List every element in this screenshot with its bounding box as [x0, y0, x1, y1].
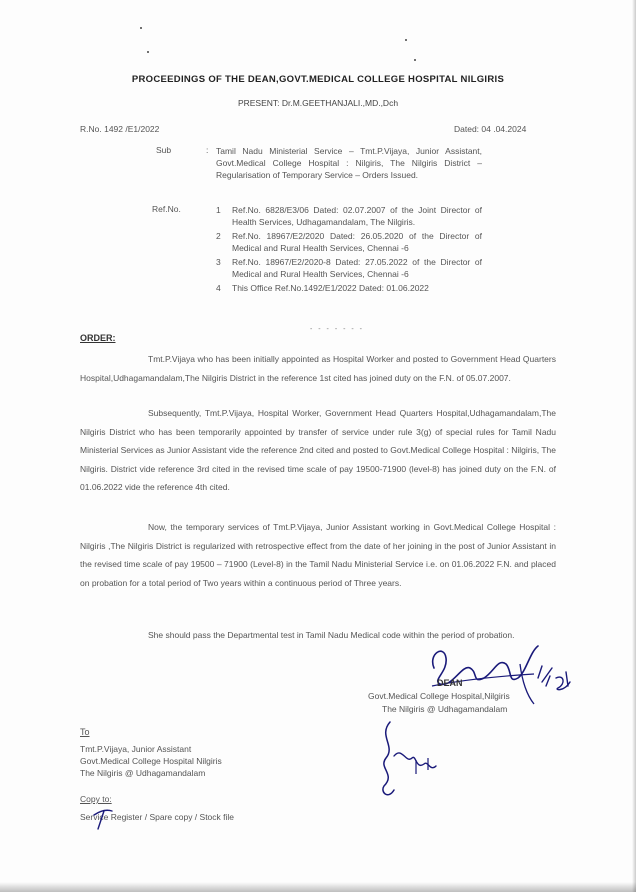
subject-label: Sub [156, 145, 172, 155]
reference-item: 1 Ref.No. 6828/E3/06 Dated: 02.07.2007 of the Joint Director of Health Services, Udhagamandalam, The Nilgiris. [216, 205, 482, 227]
reference-item: 3 Ref.No. 18967/E2/2020-8 Dated: 27.05.2022 of the Director of Medical and Rural Health Services, Chennai -6 [216, 257, 482, 279]
addressee-heading: To [80, 727, 90, 737]
order-paragraph-4: She should pass the Departmental test in Tamil Nadu Medical code within the period of probation. [148, 630, 515, 640]
references-label: Ref.No. [152, 204, 181, 214]
signatory-location: The Nilgiris @ Udhagamandalam [382, 704, 508, 714]
addressee-line: The Nilgiris @ Udhagamandalam [80, 768, 206, 778]
present-line: PRESENT: Dr.M.GEETHANJALI.,MD.,Dch [237, 98, 399, 108]
copy-heading: Copy to: [80, 794, 112, 804]
subject-colon: : [206, 145, 209, 155]
addressee-line: Tmt.P.Vijaya, Junior Assistant [80, 744, 192, 754]
order-heading: ORDER: [80, 333, 116, 343]
reference-item: 4 This Office Ref.No.1492/E1/2022 Dated: 01.06.2022 [216, 283, 429, 293]
scan-edge [0, 882, 636, 892]
document-title: PROCEEDINGS OF THE DEAN,GOVT.MEDICAL COLLEGE HOSPITAL NILGIRIS [131, 74, 505, 85]
initials-signature [372, 716, 452, 806]
copy-recipients: Service Register / Spare copy / Stock file [80, 812, 235, 822]
dean-signature [422, 634, 582, 714]
tick-mark [90, 805, 118, 831]
addressee-line: Govt.Medical College Hospital Nilgiris [80, 756, 222, 766]
document-date: Dated: 04 .04.2024 [454, 124, 527, 134]
signatory-office: Govt.Medical College Hospital,Nilgiris [368, 691, 510, 701]
reference-number: R.No. 1492 /E1/2022 [80, 124, 160, 134]
scan-speck [414, 59, 416, 61]
scan-speck [147, 51, 149, 53]
order-paragraph-3: Now, the temporary services of Tmt.P.Vijaya, Junior Assistant working in Govt.Medical College Hospital : Nilgiris ,The Nilgiris District is regularized with retrospective effect from the date of her joining in the post of Junior Assistant in the revised time scale of pay 19500 – 71900 (Level-8) in the Tamil Nadu Ministerial Service i.e. on 01.06.2022 F.N. and placed on probation for a total period of Two years within a continuous period of Three years. [80, 522, 556, 588]
order-paragraph-2: Subsequently, Tmt.P.Vijaya, Hospital Worker, Government Head Quarters Hospital,Udhagamandalam,The Nilgiris District who has been temporarily appointed by transfer of service under rule 3(g) of special rules for Tamil Nadu Ministerial Services as Junior Assistant vide the reference 2nd cited and posted to Govt.Medical College Hospital : Nilgiris, The Nilgiris. District vide reference 3rd cited in the revised time scale of pay 19500-71900 (level-8) has joined duty on the F.N. of 01.06.2022 vide the reference 4th cited. [80, 408, 556, 492]
subject-text: Tamil Nadu Ministerial Service – Tmt.P.Vijaya, Junior Assistant, Govt.Medical College Hospital : Nilgiris, The Nilgiris District – Regularisation of Temporary Service – Orders Issued. [216, 146, 482, 180]
signatory-title: DEAN [437, 678, 463, 688]
scan-speck [140, 27, 142, 29]
reference-list [216, 204, 482, 296]
separator-dots: - - - - - - - [310, 326, 364, 333]
scan-speck [405, 39, 407, 41]
scan-edge [632, 0, 636, 892]
reference-item: 2 Ref.No. 18967/E2/2020 Dated: 26.05.2020 of the Director of Medical and Rural Health Services, Chennai -6 [216, 231, 482, 253]
order-paragraph-1: Tmt.P.Vijaya who has been initially appointed as Hospital Worker and posted to Government Head Quarters Hospital,Udhagamandalam,The Nilgiris District in the reference 1st cited has joined duty on the F.N. of 05.07.2007. [80, 354, 556, 383]
